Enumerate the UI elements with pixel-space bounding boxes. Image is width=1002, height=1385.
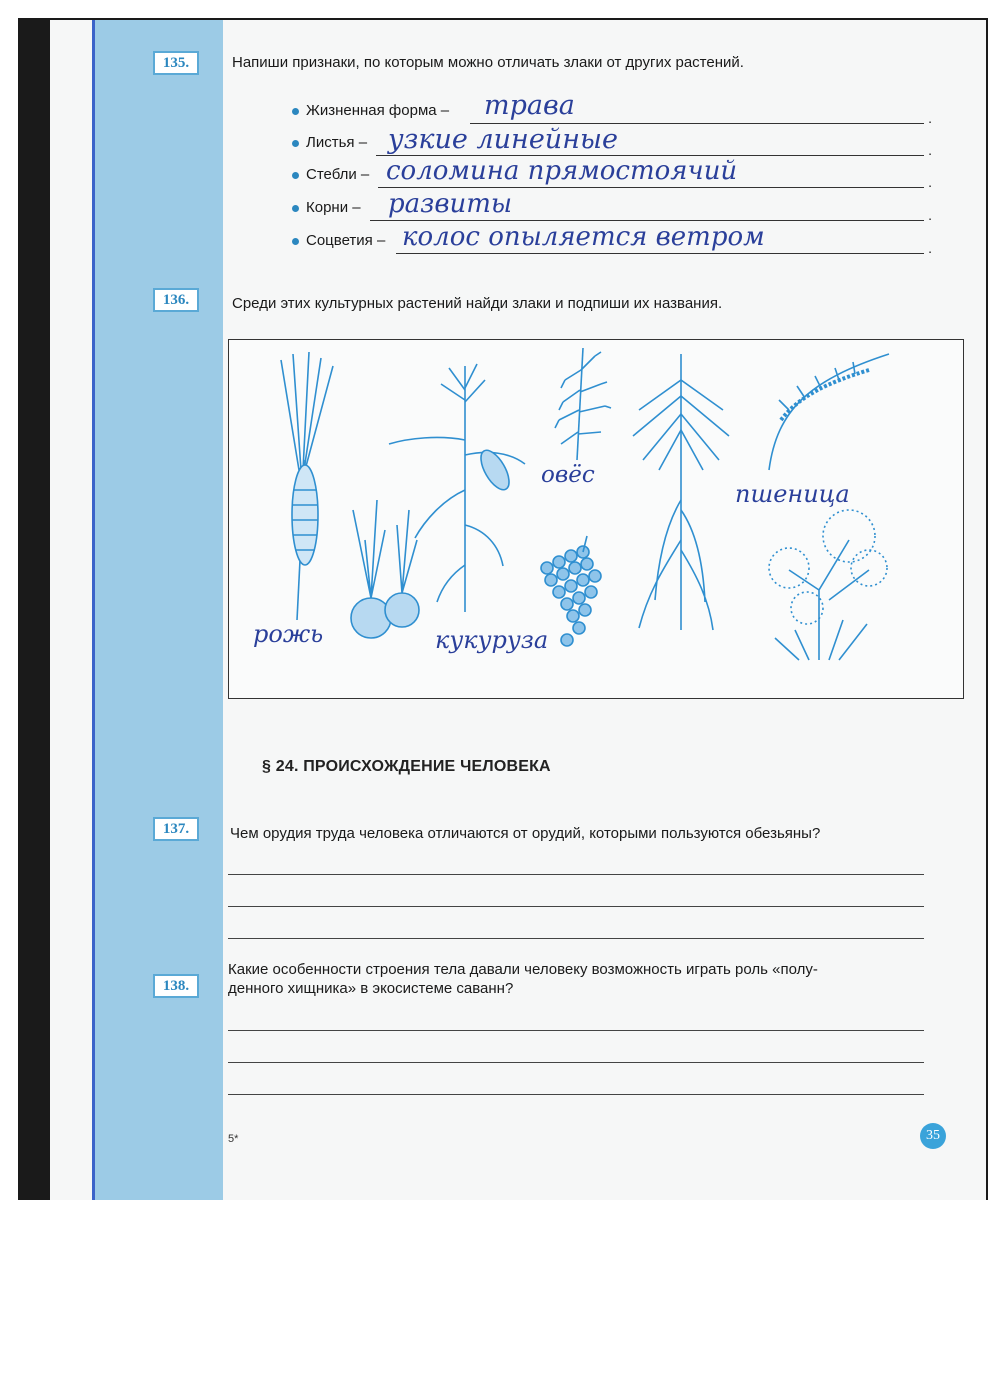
margin-stripe (92, 20, 223, 1200)
plants-drawing (229, 340, 963, 698)
millet-plant-icon (769, 354, 889, 470)
task-number-135: 135. (153, 51, 199, 75)
grapes-icon (541, 536, 601, 646)
rye-plant-icon (281, 352, 333, 620)
label-corn: кукуруза (435, 626, 549, 654)
task-135-question: Напиши признаки, по которым можно отличать злаки от других растений. (232, 54, 744, 71)
label-rye: рожь (253, 620, 324, 648)
answer-label: Стебли – (306, 166, 370, 183)
handwritten-answer: узкие линейные (388, 124, 618, 155)
bullet-icon (292, 108, 299, 115)
handwritten-answer: колос опыляется ветром (402, 222, 765, 252)
plants-illustration (228, 339, 964, 699)
period-mark: . (928, 110, 932, 126)
answer-line[interactable] (228, 1062, 924, 1063)
task-number-136: 136. (153, 288, 199, 312)
section-title: § 24. ПРОИСХОЖДЕНИЕ ЧЕЛОВЕКА (262, 758, 551, 775)
task-138-question-line1: Какие особенности строения тела давали человеку возможность играть роль «полу- (228, 961, 818, 978)
task-138-question-line2: денного хищника» в экосистеме саванн? (228, 980, 514, 997)
answer-line[interactable] (228, 938, 924, 939)
dill-plant-icon (769, 510, 887, 660)
bullet-icon (292, 140, 299, 147)
answer-row-inflorescence (292, 222, 932, 258)
handwritten-answer: развиты (388, 189, 513, 219)
task-136-question: Среди этих культурных растений найди злаки и подпиши их названия. (232, 295, 723, 312)
answer-label: Соцветия – (306, 232, 386, 249)
scan-margin (18, 1200, 988, 1365)
handwritten-answer: трава (484, 90, 575, 121)
answer-line[interactable] (228, 874, 924, 875)
onion-plant-icon (351, 500, 419, 638)
signature-mark: 5* (228, 1133, 239, 1145)
task-number-138: 138. (153, 974, 199, 998)
task-137-question: Чем орудия труда человека отличаются от орудий, которыми пользуются обезьяны? (230, 825, 821, 842)
bullet-icon (292, 238, 299, 245)
period-mark: . (928, 142, 932, 158)
answer-line[interactable] (370, 220, 924, 221)
period-mark: . (928, 207, 932, 223)
label-wheat: пшеница (735, 480, 850, 508)
answer-line[interactable] (228, 1094, 924, 1095)
bullet-icon (292, 205, 299, 212)
bullet-icon (292, 172, 299, 179)
answer-line[interactable] (378, 187, 924, 188)
label-oat: овёс (541, 462, 595, 488)
period-mark: . (928, 240, 932, 256)
handwritten-answer: соломина прямостоячий (386, 156, 738, 186)
answer-line[interactable] (396, 253, 924, 254)
grass-plant-icon (633, 354, 729, 630)
period-mark: . (928, 174, 932, 190)
answer-label: Листья – (306, 134, 368, 151)
answer-label: Корни – (306, 199, 361, 216)
oat-plant-icon (555, 348, 611, 460)
answer-line[interactable] (228, 906, 924, 907)
answer-line[interactable] (228, 1030, 924, 1031)
page-number: 35 (920, 1123, 946, 1149)
corn-plant-icon (389, 364, 525, 612)
task-number-137: 137. (153, 817, 199, 841)
answer-label: Жизненная форма – (306, 102, 450, 119)
